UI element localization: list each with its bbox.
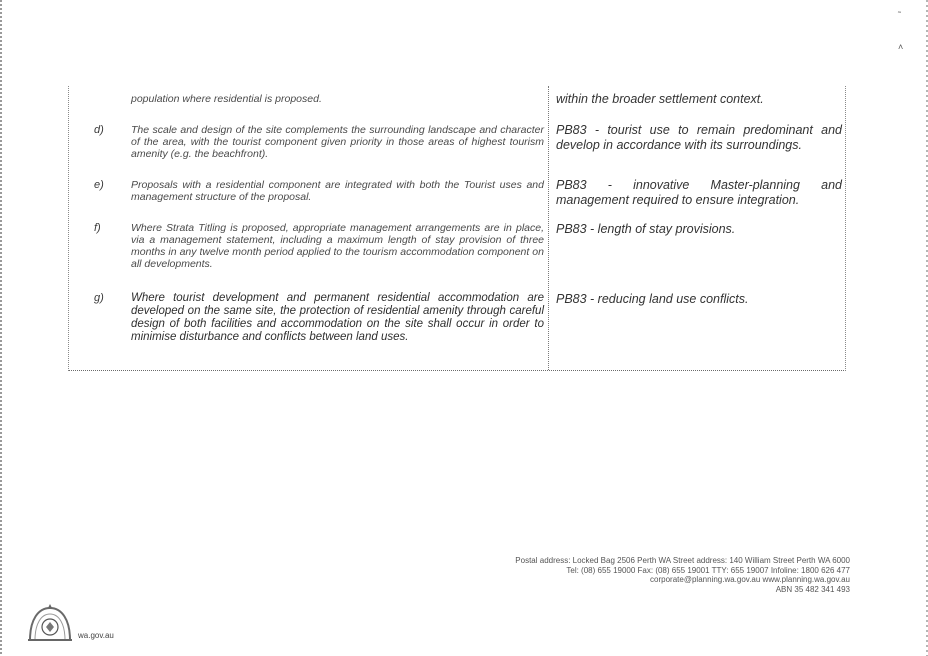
row-d-letter: d): [94, 124, 104, 136]
row-d-left: The scale and design of the site complements the surrounding landscape and character of the area, with the tourist component given priority in those areas of highest tourism amenity (e.g. the beachfront).: [131, 124, 544, 160]
row-e-left: Proposals with a residential component are integrated with both the Tourist uses and management structure of the proposal.: [131, 179, 544, 203]
footer-abn: ABN 35 482 341 493: [775, 584, 850, 594]
footer-address: Postal address: Locked Bag 2506 Perth WA Street address: 140 William Street Perth WA 6000: [515, 556, 850, 565]
footer-contact: [390, 556, 850, 594]
row-d-right: PB83 - tourist use to remain predominant and develop in accordance with its surroundings.: [556, 123, 842, 152]
row-f-letter: f): [94, 222, 101, 234]
scan-left-edge: [0, 0, 2, 656]
row-f-left: Where Strata Titling is proposed, appropriate management arrangements are in place, via a management statement, including a maximum length of stay provision of three months in any twelve month period applied to the tourism accommodation component on all developments.: [131, 222, 544, 270]
row-continuation-right: within the broader settlement context.: [556, 92, 764, 106]
row-g-left: Where tourist development and permanent residential accommodation are developed on the same site, the protection of residential amenity through careful design of both facilities and accommodation on the site shall occur in order to minimise disturbance and conflicts between land uses.: [131, 292, 544, 343]
row-continuation-left: population where residential is proposed.: [131, 93, 322, 105]
footer-phone: Tel: (08) 655 19000 Fax: (08) 655 19001 TTY: 655 19007 Infoline: 1800 626 477: [566, 565, 850, 575]
scan-mark-bottom: ˄: [898, 42, 904, 52]
logo-text: wa.gov.au: [78, 631, 114, 640]
wa-crest-logo-icon: [24, 600, 76, 644]
row-g-right: PB83 - reducing land use conflicts.: [556, 292, 749, 306]
footer-web: corporate@planning.wa.gov.au www.planning.wa.gov.au: [650, 575, 850, 584]
scan-mark-top: ˜: [898, 10, 901, 20]
row-f-right: PB83 - length of stay provisions.: [556, 222, 736, 236]
table-column-divider: [548, 86, 549, 370]
row-g-letter: g): [94, 292, 104, 304]
row-e-letter: e): [94, 179, 104, 191]
row-e-right: PB83 - innovative Master-planning and management required to ensure integration.: [556, 178, 842, 207]
